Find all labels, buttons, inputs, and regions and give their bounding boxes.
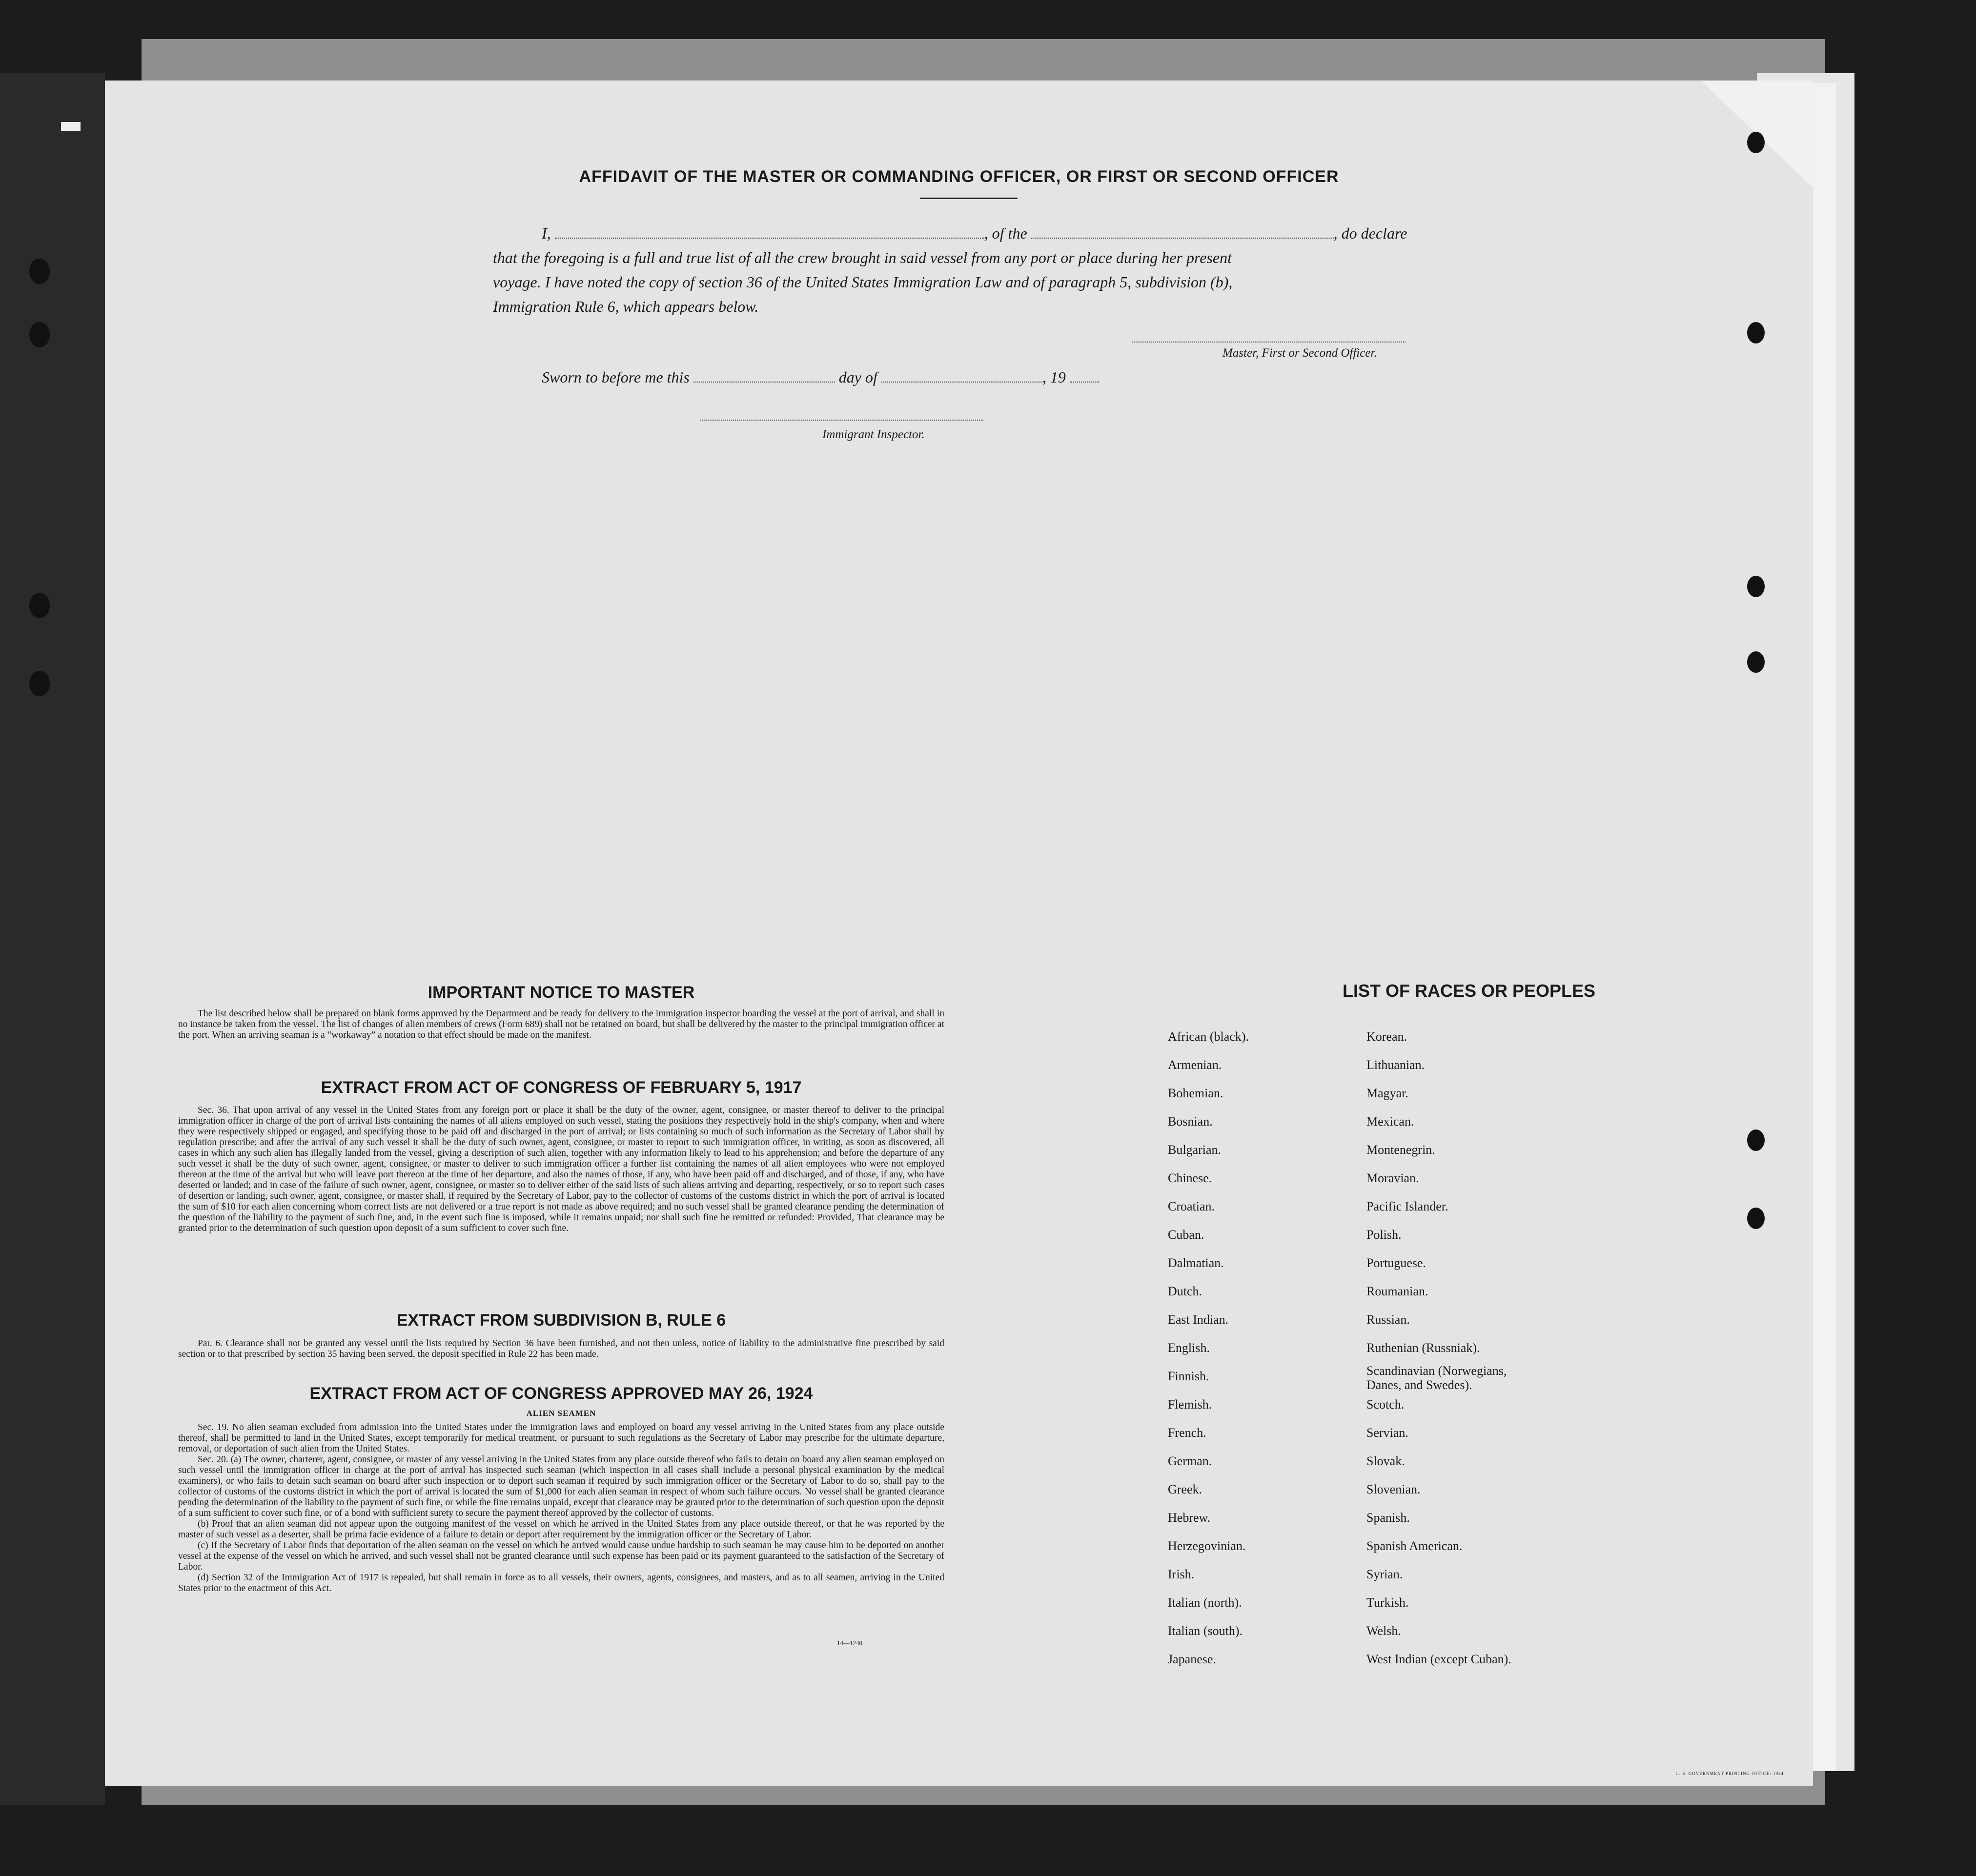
race-item: Bosnian. [1168,1114,1213,1129]
race-item: Herzegovinian. [1168,1539,1246,1553]
binder-strip [0,73,105,1805]
affidavit-line-3: voyage. I have noted the copy of section 36 of the United States Immigration Law and of paragraph 5, subdivision (b), [493,273,1233,291]
race-item: Polish. [1366,1228,1402,1242]
race-item: Russian. [1366,1312,1410,1327]
race-item: Armenian. [1168,1058,1222,1072]
race-item: Slovenian. [1366,1482,1421,1496]
notice-title: IMPORTANT NOTICE TO MASTER [428,983,695,1002]
race-item: French. [1168,1426,1206,1440]
race-item: West Indian (except Cuban). [1366,1652,1511,1666]
master-signature-label: Master, First or Second Officer. [1222,346,1377,360]
notice-body: The list described below shall be prepared on blank forms approved by the Department and be ready for delivery to the immigration inspector boarding the vessel at the port of arrival, and shall in no instance be taken from the vessel. The list of changes of alien members of crews (Form 689) shall not be retained on board, but shall be delivered by the master to the principal immigration officer at the port. When an arriving seaman is a “workaway” a notation to that effect should be made on the manifest. [178,1009,944,1040]
binder-hole [29,322,50,347]
race-item: Korean. [1366,1029,1407,1044]
race-item: Spanish American. [1366,1539,1463,1553]
punch-hole [1747,132,1765,153]
race-item: Montenegrin. [1366,1143,1435,1157]
race-item: Welsh. [1366,1624,1401,1638]
race-item: Irish. [1168,1567,1195,1581]
affidavit-line-4: Immigration Rule 6, which appears below. [493,298,759,315]
inspector-signature-line[interactable] [700,420,983,421]
race-item: East Indian. [1168,1312,1229,1327]
act-1924-sec-20a: Sec. 20. (a) The owner, charterer, agent, consignee, or master of any vessel arriving in the United States from any place outside thereof who fails to detain on board any alien seaman employed on such vessel until the immigration officer in charge at the port of arrival has inspected such seaman (which inspection in all cases shall include a personal physical examination by the medical examiners), or who fails to detain such seaman on board after such inspection or to deport such seaman if required by such immigration officer or the Secretary of Labor to do so, shall pay to the collector of customs of the customs district in which the port of arrival is located the sum of $1,000 for each alien seaman in respect of whom such failure occurs. No vessel shall be granted clearance pending the determination of the liability to the payment of such fine, or while the fine remains unpaid, except that clearance may be granted prior to the determination of such question upon the deposit of a sum sufficient to cover such fine, or of a bond with sufficient surety to secure the payment thereof approved by the collector of customs. [178,1454,944,1518]
race-item: Slovak. [1366,1454,1405,1468]
race-item: Turkish. [1366,1595,1409,1610]
affidavit-title: AFFIDAVIT OF THE MASTER OR COMMANDING OFFICER, OR FIRST OR SECOND OFFICER [579,167,1339,186]
race-item: Pacific Islander. [1366,1199,1448,1213]
race-item: Bohemian. [1168,1086,1223,1100]
race-item: Cuban. [1168,1228,1204,1242]
act-1924-sec-20c: (c) If the Secretary of Labor finds that deportation of the alien seaman on the vessel on which he arrived would cause undue hardship to such seaman he may cause him to be deported on another vessel at the expense of the vessel on which he arrived, and such vessel shall not be granted clearance until such expense has been paid or its payment guaranteed to the satisfaction of the Secretary of Labor. [178,1540,944,1572]
race-item: Portuguese. [1366,1256,1426,1270]
master-signature-line[interactable] [1132,342,1406,343]
race-item: Dutch. [1168,1284,1202,1298]
race-item: Bulgarian. [1168,1143,1222,1157]
race-item: Dalmatian. [1168,1256,1224,1270]
race-item: Greek. [1168,1482,1202,1496]
act-1924-sec-19: Sec. 19. No alien seaman excluded from admission into the United States under the immigration laws and employed on board any vessel arriving in the United States from any place outside thereof, shall be permitted to land in the United States, except temporarily for medical treatment, or pursuant to such regulations as the Secretary of Labor may prescribe for the ultimate departure, removal, or deportation of such alien from the United States. [178,1422,944,1454]
rule-6-title: EXTRACT FROM SUBDIVISION B, RULE 6 [396,1311,726,1330]
race-item: Italian (north). [1168,1595,1242,1610]
punch-hole [1747,651,1765,673]
affidavit-line-1: I, , of the , do declare [542,224,1407,242]
sworn-month-field[interactable] [881,378,1042,383]
sworn-day-field[interactable] [693,378,835,383]
race-item: Magyar. [1366,1086,1408,1100]
race-item: Syrian. [1366,1567,1403,1581]
act-1924-sec-20b: (b) Proof that an alien seaman did not appear upon the outgoing manifest of the vessel on which he arrived in the United States from any place outside thereof, or that he was reported by the master of such vessel as a deserter, shall be prima facie evidence of a failure to detain or deport after requirement by the immigration officer or the Secretary of Labor. [178,1519,944,1540]
race-item: Ruthenian (Russniak). [1366,1341,1480,1355]
race-item: German. [1168,1454,1212,1468]
punch-hole [1747,576,1765,597]
race-item: Japanese. [1168,1652,1216,1666]
binder-tab [61,122,81,131]
title-rule [920,198,1018,199]
rule-6-body: Par. 6. Clearance shall not be granted any vessel until the lists required by Section 36 have been furnished, and not then unless, notice of liability to the administrative fine prescribed by said section or to that prescribed by section 35 having been served, the deposit specified in Rule 22 has been made. [178,1338,944,1359]
race-item: African (black). [1168,1029,1249,1044]
punch-hole [1747,1130,1765,1151]
race-item: Mexican. [1366,1114,1414,1129]
race-item: English. [1168,1341,1210,1355]
act-1924-subtitle: ALIEN SEAMEN [526,1409,596,1418]
printer-imprint: U. S. GOVERNMENT PRINTING OFFICE: 1924 [1675,1771,1784,1776]
race-item: Flemish. [1168,1397,1212,1412]
act-1924-sec-20d: (d) Section 32 of the Immigration Act of 1917 is repealed, but shall remain in force as to all vessels, their owners, agents, consignees, and masters, and as to all seamen, arriving in the United States prior to the enactment of this Act. [178,1573,944,1594]
act-1924-title: EXTRACT FROM ACT OF CONGRESS APPROVED MAY 26, 1924 [309,1384,813,1403]
affidavit-line-2: that the foregoing is a full and true list of all the crew brought in said vessel from any port or place during her present [493,249,1232,266]
race-item: Scotch. [1366,1397,1405,1412]
punch-hole [1747,322,1765,343]
race-item: Scandinavian (Norwegians, Danes, and Swedes). [1366,1364,1507,1392]
race-item: Spanish. [1366,1511,1410,1525]
race-item: Moravian. [1366,1171,1419,1185]
race-item: Roumanian. [1366,1284,1428,1298]
sworn-year-field[interactable] [1070,378,1099,383]
act-1917-body: Sec. 36. That upon arrival of any vessel in the United States from any foreign port or place it shall be the duty of the owner, agent, consignee, or master thereof to deliver to the principal immigration officer in charge of the port of arrival lists containing the names of all aliens employed on such vessel, stating the positions they respectively hold in the ship's company, when and where they were respectively shipped or engaged, and specifying those to be paid off and discharged in the port of arrival; or lists containing so much of such information as the Secretary of Labor shall by regulation prescribe; and after the arrival of any such vessel it shall be the duty of such owner, agent, consignee, or master to report to such immigration officer, in writing, as soon as discovered, all cases in which any such alien has illegally landed from the vessel, giving a description of such alien, together with any information likely to lead to his apprehension; and before the departure of any such vessel it shall be the duty of such owner, agent, consignee, or master to deliver to such immigration officer a further list containing the names of all alien employees who were not employed thereon at the time of the arrival but who will leave port thereon at the time of her departure, and also the names of those, if any, who have been paid off and discharged, and of those, if any, who have deserted or landed; and in case of the failure of such owner, agent, consignee, or master so to deliver either of the said lists of such aliens arriving and departing, respectively, or so to report such cases of desertion or landing, such owner, agent, consignee, or master shall, if required by the Secretary of Labor, pay to the collector of customs of the customs district in which the port of arrival is located the sum of $10 for each alien concerning whom correct lists are not delivered or a true report is not made as above required; and no such vessel shall be granted clearance pending the determination of the question of the liability to the payment of such fine, and, in the event such fine is imposed, while it remains unpaid; nor shall such fine be remitted or refunded: Provided, That clearance may be granted prior to the determination of such question upon deposit of a sum sufficient to cover such fine. [178,1105,944,1233]
sworn-line: Sworn to before me this day of , 19 [542,368,1099,386]
act-1924-body [178,1422,944,1594]
form-number: 14—1240 [837,1639,862,1647]
race-item: Hebrew. [1168,1511,1211,1525]
binder-hole [29,593,50,618]
punch-hole [1747,1208,1765,1229]
act-1917-title: EXTRACT FROM ACT OF CONGRESS OF FEBRUARY 5, 1917 [321,1078,802,1097]
binder-hole [29,671,50,696]
master-name-field[interactable] [555,234,984,239]
binder-hole [29,259,50,284]
race-item: Lithuanian. [1366,1058,1425,1072]
form-page [105,81,1813,1786]
race-item: Italian (south). [1168,1624,1243,1638]
race-item: Croatian. [1168,1199,1215,1213]
vessel-name-field[interactable] [1031,234,1334,239]
race-item: Chinese. [1168,1171,1212,1185]
race-item: Finnish. [1168,1369,1209,1383]
races-title: LIST OF RACES OR PEOPLES [1342,981,1596,1001]
inspector-label: Immigrant Inspector. [822,428,925,441]
race-item: Servian. [1366,1426,1408,1440]
